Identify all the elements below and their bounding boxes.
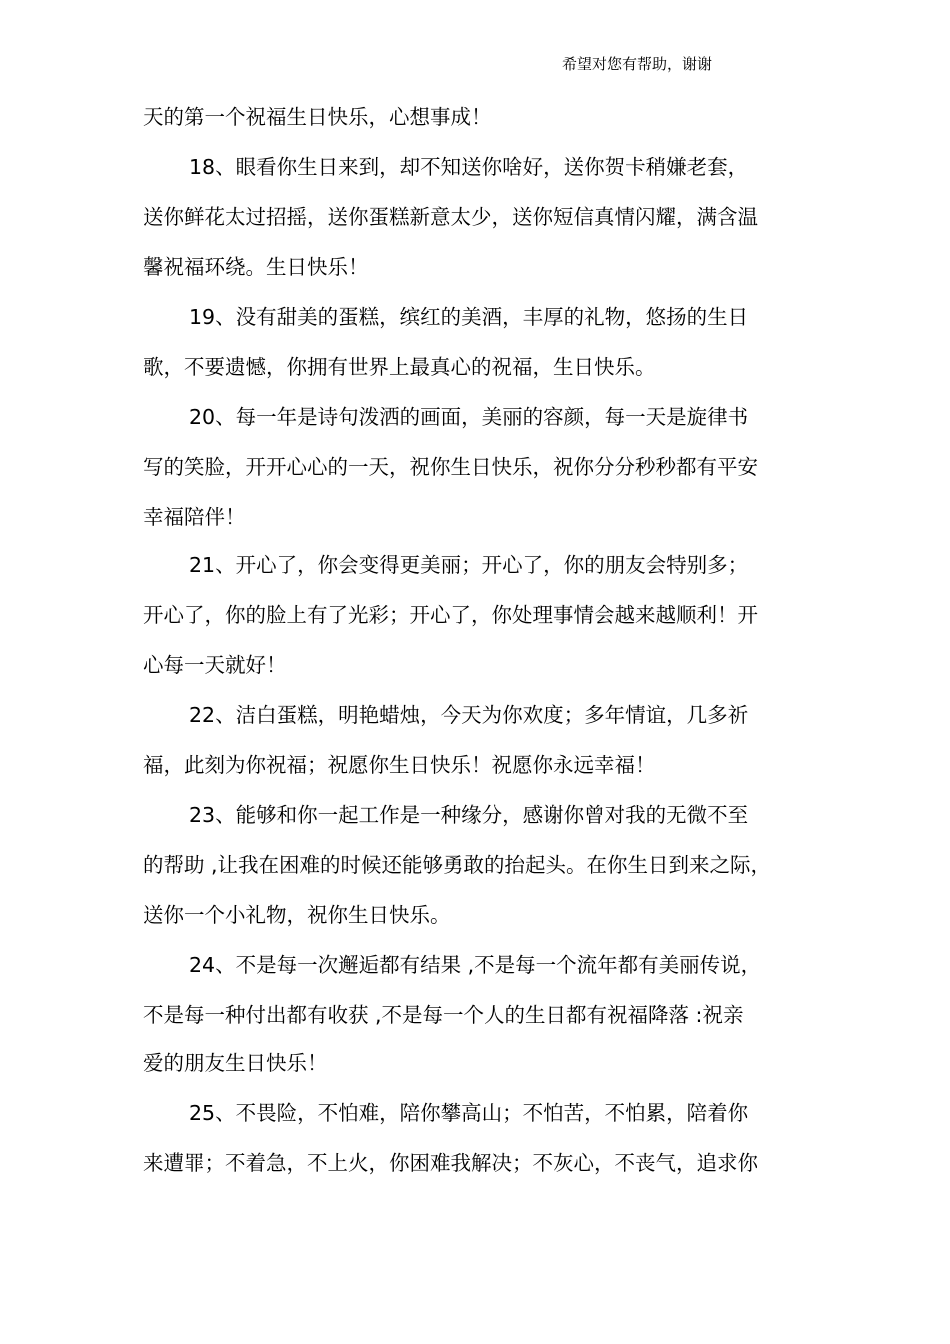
text-line: 不是每一种付出都有收获 ,不是每一个人的生日都有祝福降落 :祝亲 [143,1003,744,1027]
text-line: 的帮助 ,让我在困难的时候还能够勇敢的抬起头。在你生日到来之际， [143,853,772,877]
text-line: 馨祝福环绕。生日快乐！ [143,255,369,279]
text-line: 来遭罪；不着急，不上火，你困难我解决；不灰心，不丧气，追求你 [143,1151,758,1175]
text-line: 送你一个小礼物，祝你生日快乐。 [143,903,451,927]
page-header: 希望对您有帮助，谢谢 [562,55,713,73]
text-line: 爱的朋友生日快乐！ [143,1051,328,1075]
text-line: 18、眼看你生日来到，却不知送你啥好，送你贺卡稍嫌老套， [189,155,749,179]
text-line: 开心了，你的脸上有了光彩；开心了，你处理事情会越来越顺利！开 [143,603,758,627]
text-line: 福，此刻为你祝福；祝愿你生日快乐！祝愿你永远幸福！ [143,753,656,777]
text-line: 25、不畏险，不怕难，陪你攀高山；不怕苦，不怕累，陪着你 [189,1101,749,1125]
text-line: 送你鲜花太过招摇，送你蛋糕新意太少，送你短信真情闪耀，满含温 [143,205,758,229]
text-line: 20、每一年是诗句泼洒的画面，美丽的容颜，每一天是旋律书 [189,405,749,429]
text-line: 24、不是每一次邂逅都有结果 ,不是每一个流年都有美丽传说， [189,953,762,977]
text-line: 写的笑脸，开开心心的一天，祝你生日快乐，祝你分分秒秒都有平安 [143,455,758,479]
text-line: 23、能够和你一起工作是一种缘分，感谢你曾对我的无微不至 [189,803,749,827]
text-line: 天的第一个祝福生日快乐，心想事成！ [143,105,492,129]
text-line: 歌，不要遗憾，你拥有世界上最真心的祝福，生日快乐。 [143,355,656,379]
text-line: 21、开心了，你会变得更美丽；开心了，你的朋友会特别多； [189,553,749,577]
text-line: 19、没有甜美的蛋糕，缤红的美酒，丰厚的礼物，悠扬的生日 [189,305,749,329]
text-line: 心每一天就好！ [143,653,287,677]
text-line: 22、洁白蛋糕，明艳蜡烛，今天为你欢度；多年情谊，几多祈 [189,703,749,727]
text-line: 幸福陪伴！ [143,505,246,529]
